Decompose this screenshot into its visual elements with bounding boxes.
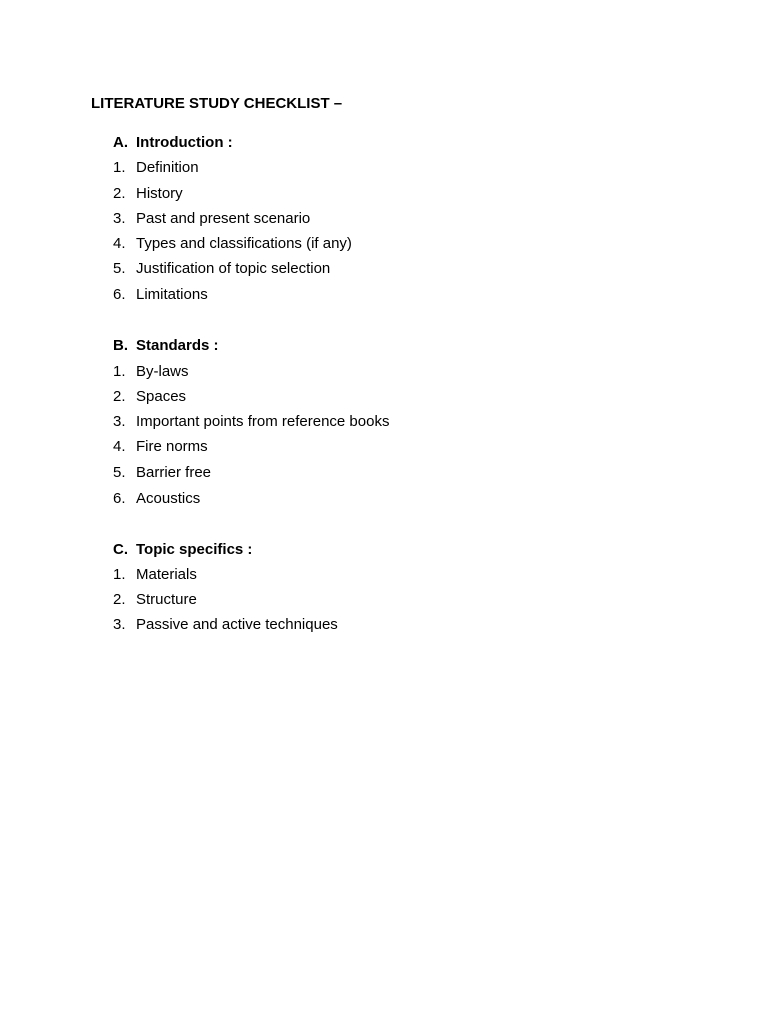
item-text: Acoustics [136,490,201,507]
item-text: By-laws [136,363,189,380]
item-text: Fire norms [136,438,208,455]
document-title: LITERATURE STUDY CHECKLIST – [91,95,343,112]
item-number: 3. [113,413,126,430]
item-number: 4. [113,438,126,455]
section-letter: A. [113,134,128,151]
item-text: Spaces [136,388,187,405]
section-letter: B. [113,337,128,354]
item-text: Limitations [136,286,208,303]
item-number: 1. [113,566,126,583]
item-number: 4. [113,235,126,252]
item-number: 5. [113,464,126,481]
item-number: 2. [113,185,126,202]
item-text: Passive and active techniques [136,616,338,633]
item-number: 2. [113,388,126,405]
item-text: Important points from reference books [136,413,390,430]
item-number: 3. [113,210,126,227]
item-text: Types and classifications (if any) [136,235,352,252]
item-text: History [136,185,183,202]
item-text: Justification of topic selection [136,260,331,277]
item-number: 1. [113,363,126,380]
item-number: 1. [113,159,126,176]
item-number: 3. [113,616,126,633]
item-text: Barrier free [136,464,212,481]
item-text: Past and present scenario [136,210,311,227]
section-letter: C. [113,541,128,558]
item-number: 6. [113,286,126,303]
section-title: Standards : [136,337,219,354]
section-title: Introduction : [136,134,233,151]
item-number: 5. [113,260,126,277]
item-text: Structure [136,591,197,608]
item-number: 6. [113,490,126,507]
section-title: Topic specifics : [136,541,253,558]
item-text: Definition [136,159,199,176]
item-text: Materials [136,566,197,583]
item-number: 2. [113,591,126,608]
